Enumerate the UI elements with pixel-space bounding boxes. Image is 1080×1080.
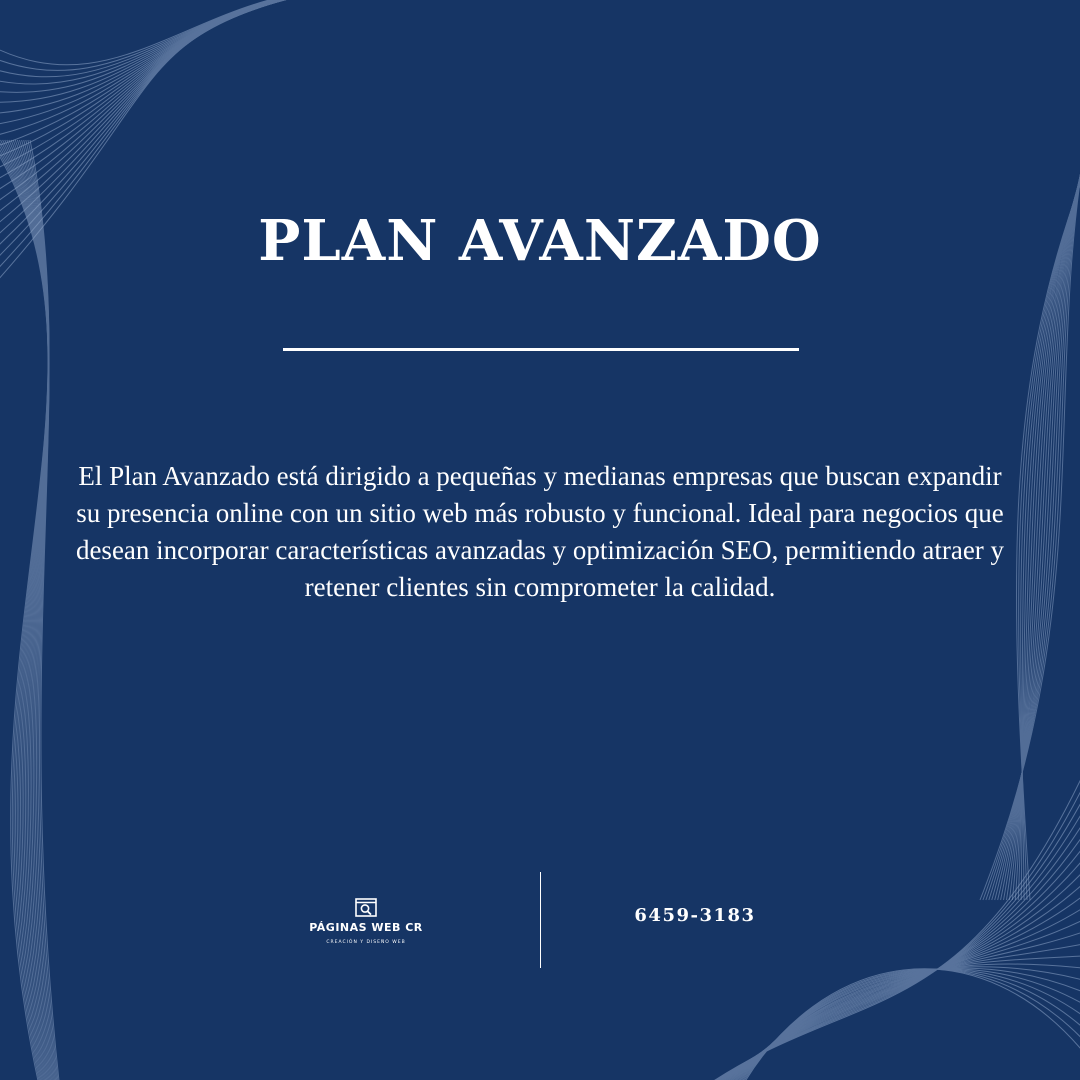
wave-line bbox=[703, 786, 1080, 1080]
wave-line bbox=[0, 0, 352, 92]
wave-line bbox=[737, 969, 1080, 1080]
wave-line bbox=[9, 140, 50, 1080]
wave-line bbox=[0, 0, 335, 201]
wave-line bbox=[0, 0, 350, 102]
wave-line bbox=[0, 140, 48, 1080]
wave-line bbox=[0, 0, 333, 213]
wave-line bbox=[1, 140, 49, 1080]
wave-line bbox=[719, 903, 1080, 1080]
wave-line bbox=[731, 968, 1080, 1080]
wave-line bbox=[740, 969, 1080, 1080]
wave-line bbox=[0, 0, 354, 84]
wave-line bbox=[726, 956, 1080, 1080]
brand-logo bbox=[300, 898, 432, 958]
wave-line bbox=[0, 0, 358, 70]
wave-line bbox=[0, 0, 337, 189]
wave-line bbox=[0, 140, 48, 1080]
wave-line bbox=[0, 0, 331, 226]
wave-line bbox=[0, 0, 360, 65]
wave-line bbox=[709, 825, 1080, 1080]
wave-line bbox=[13, 140, 51, 1080]
wave-line bbox=[11, 140, 50, 1080]
wave-line bbox=[7, 140, 49, 1080]
footer-divider bbox=[540, 872, 541, 968]
wave-line bbox=[707, 812, 1080, 1080]
plan-description: El Plan Avanzado está dirigido a pequeñas y medianas empresas que buscan expandir su presencia online con un sitio web más robusto y funcional. Ideal para negocios que desean incorporar características avanzadas y optimización SEO, permitiendo atraer y retener clientes sin comprometer la calidad. bbox=[75, 461, 1005, 602]
wave-line bbox=[0, 0, 343, 151]
search-window-icon bbox=[355, 898, 377, 918]
wave-line bbox=[0, 0, 339, 176]
wave-line bbox=[22, 140, 56, 1080]
wave-line bbox=[724, 943, 1080, 1080]
wave-line bbox=[702, 773, 1080, 1080]
wave-line bbox=[19, 140, 54, 1080]
wave-line bbox=[728, 964, 1080, 1080]
wave-line bbox=[0, 140, 48, 1080]
wave-line bbox=[15, 140, 52, 1080]
wave-line bbox=[735, 969, 1080, 1080]
wave-line bbox=[733, 969, 1080, 1080]
wave-line bbox=[712, 851, 1080, 1080]
wave-line bbox=[710, 838, 1080, 1080]
wave-line bbox=[0, 0, 341, 164]
title-underline bbox=[283, 348, 799, 351]
wave-line bbox=[26, 140, 58, 1080]
wave-line bbox=[0, 140, 48, 1080]
wave-line bbox=[0, 0, 330, 238]
wave-line bbox=[730, 967, 1080, 1080]
wave-line bbox=[0, 0, 356, 77]
wave-line bbox=[0, 0, 345, 139]
wave-line bbox=[17, 140, 53, 1080]
wave-line bbox=[0, 140, 48, 1080]
wave-line bbox=[30, 140, 60, 1080]
wave-line bbox=[0, 0, 347, 127]
wave-line bbox=[721, 917, 1080, 1080]
wave-line bbox=[28, 140, 59, 1080]
phone-number: 6459-3183 bbox=[634, 905, 756, 926]
wave-line bbox=[738, 969, 1080, 1080]
wave-line bbox=[705, 799, 1080, 1080]
brand-name: PÁGINAS WEB CR bbox=[309, 921, 423, 934]
wave-line bbox=[3, 140, 49, 1080]
wave-line bbox=[0, 0, 349, 114]
wave-line bbox=[714, 864, 1080, 1080]
brand-tagline: CREACIÓN Y DISEÑO WEB bbox=[326, 940, 406, 945]
wave-line bbox=[24, 140, 57, 1080]
wave-line bbox=[5, 140, 49, 1080]
page-title: PLAN AVANZADO bbox=[258, 208, 822, 274]
wave-line bbox=[723, 930, 1080, 1080]
